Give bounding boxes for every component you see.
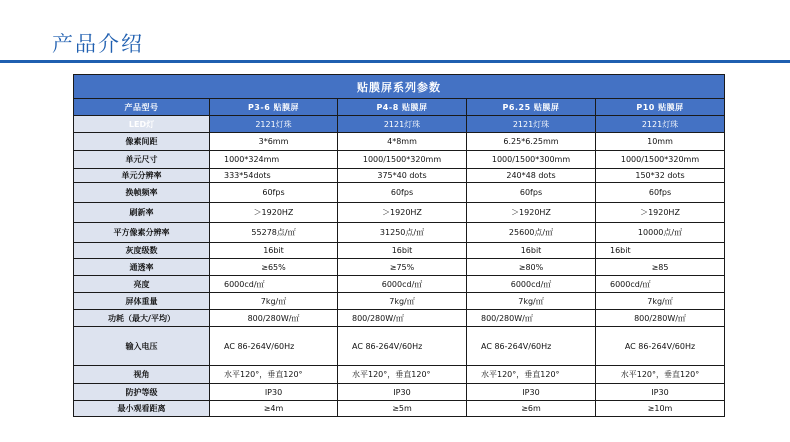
row-label: 最小观看距离 xyxy=(74,401,210,417)
value-cell: 800/280W/㎡ xyxy=(596,310,725,327)
header-p4-8: P4-8 贴膜屏 xyxy=(338,99,467,116)
value-cell: 1000*324mm xyxy=(210,151,338,169)
table-row xyxy=(74,384,725,401)
value-cell: 2121灯珠 xyxy=(210,116,338,133)
value-cell: 375*40 dots xyxy=(338,169,467,183)
value-cell: 7kg/㎡ xyxy=(210,293,338,310)
table-row xyxy=(74,401,725,417)
value-cell: ≥85 xyxy=(596,259,725,276)
value-cell: 31250点/㎡ xyxy=(338,223,467,243)
row-label: 单元尺寸 xyxy=(74,151,210,169)
value-cell: 60fps xyxy=(338,183,467,203)
value-cell: ≥5m xyxy=(338,401,467,417)
row-label: LED灯 xyxy=(74,116,210,133)
row-label: 换帧频率 xyxy=(74,183,210,203)
row-label: 灰度级数 xyxy=(74,243,210,259)
value-cell: ≥65% xyxy=(210,259,338,276)
table-row xyxy=(74,243,725,259)
page-title: 产品介绍 xyxy=(52,32,144,56)
row-label: 通透率 xyxy=(74,259,210,276)
value-cell: 240*48 dots xyxy=(467,169,596,183)
value-cell: 800/280W/㎡ xyxy=(338,310,467,327)
table-row xyxy=(74,223,725,243)
value-cell: 7kg/㎡ xyxy=(596,293,725,310)
value-cell: 1000/1500*300mm xyxy=(467,151,596,169)
table-row xyxy=(74,293,725,310)
value-cell: 2121灯珠 xyxy=(596,116,725,133)
value-cell: AC 86-264V/60Hz xyxy=(338,327,467,366)
value-cell: ＞1920HZ xyxy=(467,203,596,223)
value-cell: 800/280W/㎡ xyxy=(467,310,596,327)
table-row xyxy=(74,116,725,133)
row-label: 像素间距 xyxy=(74,133,210,151)
table-row xyxy=(74,259,725,276)
value-cell: ≥75% xyxy=(338,259,467,276)
table-row xyxy=(74,310,725,327)
value-cell: 60fps xyxy=(596,183,725,203)
table-row xyxy=(74,327,725,366)
value-cell: 60fps xyxy=(210,183,338,203)
value-cell: 800/280W/㎡ xyxy=(210,310,338,327)
value-cell: ＞1920HZ xyxy=(210,203,338,223)
table-row xyxy=(74,151,725,169)
value-cell: 1000/1500*320mm xyxy=(338,151,467,169)
row-label: 平方像素分辨率 xyxy=(74,223,210,243)
value-cell: 16bit xyxy=(596,243,725,259)
value-cell: ＞1920HZ xyxy=(596,203,725,223)
value-cell: ＞1920HZ xyxy=(338,203,467,223)
header-model: 产品型号 xyxy=(74,99,210,116)
row-label: 刷新率 xyxy=(74,203,210,223)
value-cell: ≥4m xyxy=(210,401,338,417)
value-cell: 55278点/㎡ xyxy=(210,223,338,243)
table-caption: 贴膜屏系列参数 xyxy=(74,75,725,99)
table-row xyxy=(74,366,725,384)
row-label: 屏体重量 xyxy=(74,293,210,310)
value-cell: 2121灯珠 xyxy=(467,116,596,133)
value-cell: 6000cd/㎡ xyxy=(210,276,338,293)
value-cell: ≥6m xyxy=(467,401,596,417)
value-cell: 水平120°，垂直120° xyxy=(467,366,596,384)
row-label: 防护等级 xyxy=(74,384,210,401)
table-row xyxy=(74,169,725,183)
row-label: 输入电压 xyxy=(74,327,210,366)
value-cell: 10mm xyxy=(596,133,725,151)
value-cell: 333*54dots xyxy=(210,169,338,183)
value-cell: 10000点/㎡ xyxy=(596,223,725,243)
value-cell: 16bit xyxy=(210,243,338,259)
value-cell: 水平120°，垂直120° xyxy=(338,366,467,384)
title-divider xyxy=(0,60,790,63)
value-cell: 150*32 dots xyxy=(596,169,725,183)
value-cell: 16bit xyxy=(467,243,596,259)
value-cell: ≥80% xyxy=(467,259,596,276)
value-cell: 4*8mm xyxy=(338,133,467,151)
value-cell: 2121灯珠 xyxy=(338,116,467,133)
value-cell: 6.25*6.25mm xyxy=(467,133,596,151)
value-cell: AC 86-264V/60Hz xyxy=(467,327,596,366)
header-p10: P10 贴膜屏 xyxy=(596,99,725,116)
table-row xyxy=(74,183,725,203)
value-cell: AC 86-264V/60Hz xyxy=(210,327,338,366)
row-label: 单元分辨率 xyxy=(74,169,210,183)
row-label: 亮度 xyxy=(74,276,210,293)
table-row xyxy=(74,276,725,293)
value-cell: 7kg/㎡ xyxy=(338,293,467,310)
spec-table xyxy=(73,74,725,417)
table-caption-row xyxy=(74,75,725,99)
header-p3-6: P3-6 贴膜屏 xyxy=(210,99,338,116)
row-label: 视角 xyxy=(74,366,210,384)
value-cell: IP30 xyxy=(467,384,596,401)
value-cell: 25600点/㎡ xyxy=(467,223,596,243)
value-cell: IP30 xyxy=(210,384,338,401)
value-cell: ≥10m xyxy=(596,401,725,417)
value-cell: 6000cd/㎡ xyxy=(338,276,467,293)
value-cell: 水平120°，垂直120° xyxy=(596,366,725,384)
value-cell: 6000cd/㎡ xyxy=(467,276,596,293)
value-cell: 水平120°，垂直120° xyxy=(210,366,338,384)
value-cell: 16bit xyxy=(338,243,467,259)
value-cell: 1000/1500*320mm xyxy=(596,151,725,169)
value-cell: IP30 xyxy=(596,384,725,401)
table-header-row xyxy=(74,99,725,116)
table-row xyxy=(74,133,725,151)
value-cell: 3*6mm xyxy=(210,133,338,151)
header-p6-25: P6.25 贴膜屏 xyxy=(467,99,596,116)
table-row xyxy=(74,203,725,223)
value-cell: AC 86-264V/60Hz xyxy=(596,327,725,366)
value-cell: 6000cd/㎡ xyxy=(596,276,725,293)
value-cell: 7kg/㎡ xyxy=(467,293,596,310)
value-cell: 60fps xyxy=(467,183,596,203)
value-cell: IP30 xyxy=(338,384,467,401)
row-label: 功耗（最大/平均） xyxy=(74,310,210,327)
